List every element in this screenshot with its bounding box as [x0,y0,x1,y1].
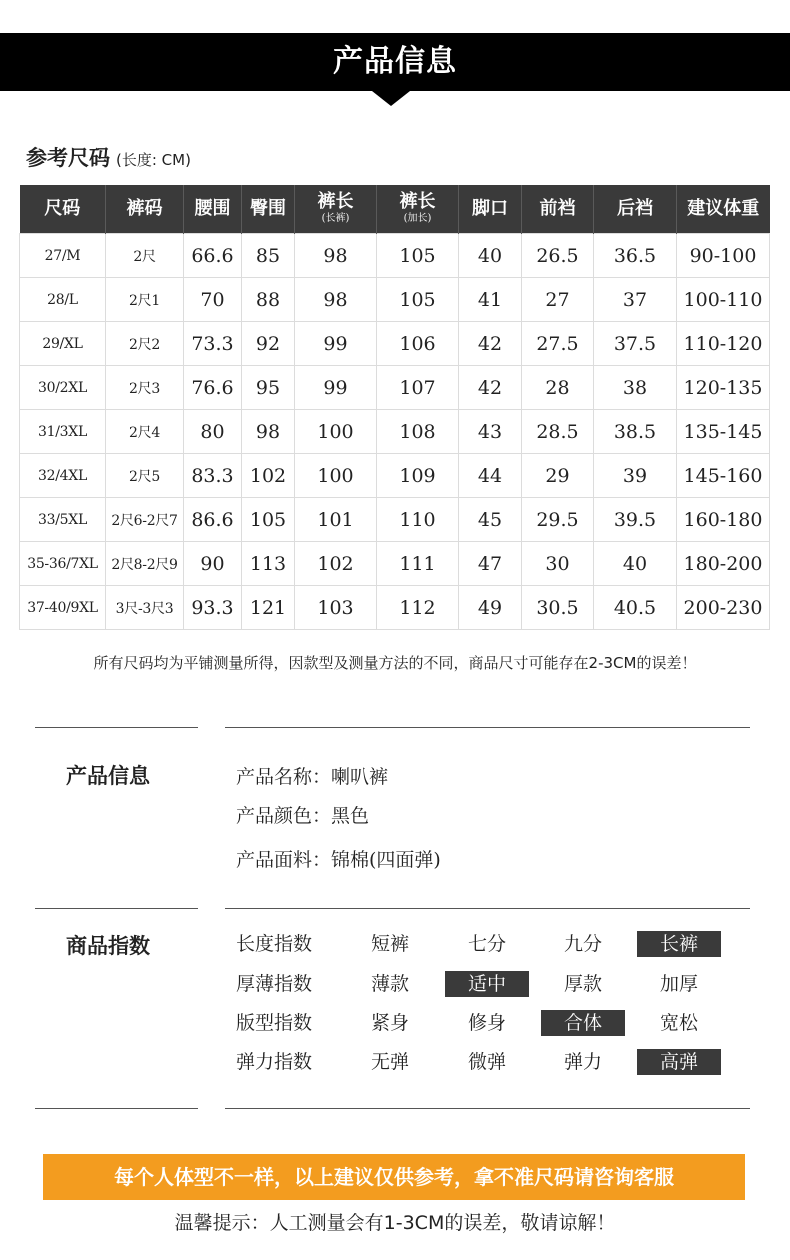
product-fabric-line: 产品面料：锦棉(四面弹) [236,849,441,871]
table-cell: 100-110 [677,278,770,322]
header-sub-label: (长裤) [321,213,350,225]
table-cell: 28.5 [522,410,594,454]
table-cell: 32/4XL [20,454,106,498]
table-cell: 110-120 [677,322,770,366]
table-cell: 180-200 [677,542,770,586]
table-cell: 98 [295,278,377,322]
table-cell: 83.3 [184,454,242,498]
table-cell: 105 [242,498,295,542]
measurement-tip: 温馨提示：人工测量会有1-3CM的误差，敬请谅解！ [174,1212,616,1234]
size-table-header-cell [594,185,677,234]
table-cell: 121 [242,586,295,630]
table-cell: 38 [594,366,677,410]
table-cell: 86.6 [184,498,242,542]
table-row [20,278,770,322]
table-cell: 47 [459,542,522,586]
table-cell: 31/3XL [20,410,106,454]
table-cell: 135-145 [677,410,770,454]
table-cell: 38.5 [594,410,677,454]
size-table-header-cell [242,185,295,234]
index-option: 厚款 [563,973,602,995]
table-cell: 2尺 [106,234,184,278]
table-cell: 2尺5 [106,454,184,498]
table-cell: 102 [295,542,377,586]
table-cell: 100 [295,454,377,498]
table-cell: 49 [459,586,522,630]
table-row [20,454,770,498]
size-table-header-cell [377,185,459,234]
advice-banner-text: 每个人体型不一样，以上建议仅供参考，拿不准尺码请咨询客服 [114,1165,674,1189]
table-cell: 37.5 [594,322,677,366]
table-cell: 2尺6-2尺7 [106,498,184,542]
table-cell: 39 [594,454,677,498]
table-cell: 80 [184,410,242,454]
table-cell: 29.5 [522,498,594,542]
table-cell: 120-135 [677,366,770,410]
header-main-label: 臀围 [250,197,286,219]
size-table-header-cell [20,185,106,234]
table-cell: 30.5 [522,586,594,630]
size-section-title: 参考尺码 [26,146,110,170]
header-main-label: 裤长 [317,191,354,213]
size-table-header-cell [106,185,184,234]
header-main-label: 腰围 [194,197,231,219]
size-table-body [20,234,770,630]
table-cell: 76.6 [184,366,242,410]
index-option-selected: 合体 [541,1010,625,1036]
table-cell: 42 [459,366,522,410]
size-table-header-cell [677,185,770,234]
table-cell: 27.5 [522,322,594,366]
table-cell: 106 [377,322,459,366]
table-cell: 109 [377,454,459,498]
table-cell: 28/L [20,278,106,322]
index-option: 薄款 [370,973,409,995]
index-option: 宽松 [659,1012,698,1034]
table-cell: 44 [459,454,522,498]
index-section-label: 商品指数 [66,934,150,958]
table-cell: 2尺8-2尺9 [106,542,184,586]
table-cell: 98 [295,234,377,278]
divider-right-2 [225,908,750,909]
banner-down-arrow-icon [372,91,410,106]
index-option: 九分 [563,933,602,955]
table-cell: 85 [242,234,295,278]
table-cell: 110 [377,498,459,542]
table-cell: 99 [295,322,377,366]
size-table-header-cell [295,185,377,234]
index-option: 加厚 [659,973,698,995]
table-cell: 95 [242,366,295,410]
index-option: 修身 [467,1012,506,1034]
table-row [20,410,770,454]
product-name-line: 产品名称：喇叭裤 [236,766,389,788]
table-cell: 3尺-3尺3 [106,586,184,630]
index-option: 七分 [467,933,506,955]
divider-left-1 [35,727,198,728]
divider-right-1 [225,727,750,728]
table-cell: 99 [295,366,377,410]
size-section-heading [26,142,191,172]
table-cell: 105 [377,278,459,322]
index-option: 微弹 [467,1051,506,1073]
header-main-label: 后裆 [617,197,653,219]
size-section-unit: (长度: CM) [116,151,191,169]
table-cell: 73.3 [184,322,242,366]
header-main-label: 裤码 [126,197,163,219]
index-option: 紧身 [370,1012,409,1034]
index-option-selected: 适中 [445,971,529,997]
divider-left-3 [35,1108,198,1109]
table-cell: 28 [522,366,594,410]
table-cell: 112 [377,586,459,630]
table-row [20,234,770,278]
header-main-label: 前裆 [539,197,576,219]
size-table-header-cell [522,185,594,234]
table-cell: 39.5 [594,498,677,542]
index-option: 弹力 [563,1051,602,1073]
table-cell: 200-230 [677,586,770,630]
table-cell: 27 [522,278,594,322]
index-option: 无弹 [370,1051,409,1073]
size-table [19,185,770,630]
table-cell: 40 [594,542,677,586]
table-cell: 90 [184,542,242,586]
table-cell: 145-160 [677,454,770,498]
table-cell: 37-40/9XL [20,586,106,630]
table-cell: 42 [459,322,522,366]
advice-banner [43,1154,745,1200]
table-cell: 30/2XL [20,366,106,410]
divider-right-3 [225,1108,750,1109]
table-cell: 45 [459,498,522,542]
table-cell: 98 [242,410,295,454]
table-cell: 2尺1 [106,278,184,322]
index-row-label: 版型指数 [236,1012,313,1034]
table-row [20,498,770,542]
table-cell: 36.5 [594,234,677,278]
table-cell: 105 [377,234,459,278]
table-cell: 26.5 [522,234,594,278]
table-cell: 29 [522,454,594,498]
table-cell: 108 [377,410,459,454]
table-cell: 40 [459,234,522,278]
table-cell: 107 [377,366,459,410]
table-cell: 102 [242,454,295,498]
product-info-label: 产品信息 [66,764,150,788]
table-cell: 30 [522,542,594,586]
table-cell: 111 [377,542,459,586]
header-main-label: 尺码 [44,197,81,219]
table-cell: 92 [242,322,295,366]
table-cell: 113 [242,542,295,586]
index-row-label: 长度指数 [236,933,313,955]
table-row [20,366,770,410]
index-row-label: 厚薄指数 [236,973,313,995]
table-cell: 2尺4 [106,410,184,454]
table-cell: 37 [594,278,677,322]
divider-left-2 [35,908,198,909]
table-cell: 103 [295,586,377,630]
index-option-selected: 高弹 [637,1049,721,1075]
index-option: 短裤 [370,933,409,955]
product-color-line: 产品颜色：黑色 [236,805,370,827]
size-table-header-row [20,185,770,234]
table-cell: 100 [295,410,377,454]
table-cell: 88 [242,278,295,322]
table-cell: 93.3 [184,586,242,630]
table-cell: 66.6 [184,234,242,278]
table-cell: 35-36/7XL [20,542,106,586]
table-cell: 40.5 [594,586,677,630]
top-banner [0,33,790,91]
table-cell: 70 [184,278,242,322]
size-table-header-cell [184,185,242,234]
table-cell: 101 [295,498,377,542]
table-cell: 160-180 [677,498,770,542]
table-row [20,542,770,586]
table-row [20,322,770,366]
table-cell: 33/5XL [20,498,106,542]
measurement-note: 所有尺码均为平铺测量所得，因款型及测量方法的不同，商品尺寸可能存在2-3CM的误差！ [93,654,697,672]
header-main-label: 建议体重 [687,197,760,219]
table-row [20,586,770,630]
index-row-label: 弹力指数 [236,1051,313,1073]
table-cell: 2尺3 [106,366,184,410]
size-table-header-cell [459,185,522,234]
table-cell: 43 [459,410,522,454]
table-cell: 2尺2 [106,322,184,366]
index-option-selected: 长裤 [637,931,721,957]
table-cell: 90-100 [677,234,770,278]
header-main-label: 脚口 [472,197,508,219]
header-sub-label: (加长) [403,213,432,225]
table-cell: 29/XL [20,322,106,366]
table-cell: 41 [459,278,522,322]
table-cell: 27/M [20,234,106,278]
banner-title: 产品信息 [333,44,457,79]
header-main-label: 裤长 [399,191,436,213]
